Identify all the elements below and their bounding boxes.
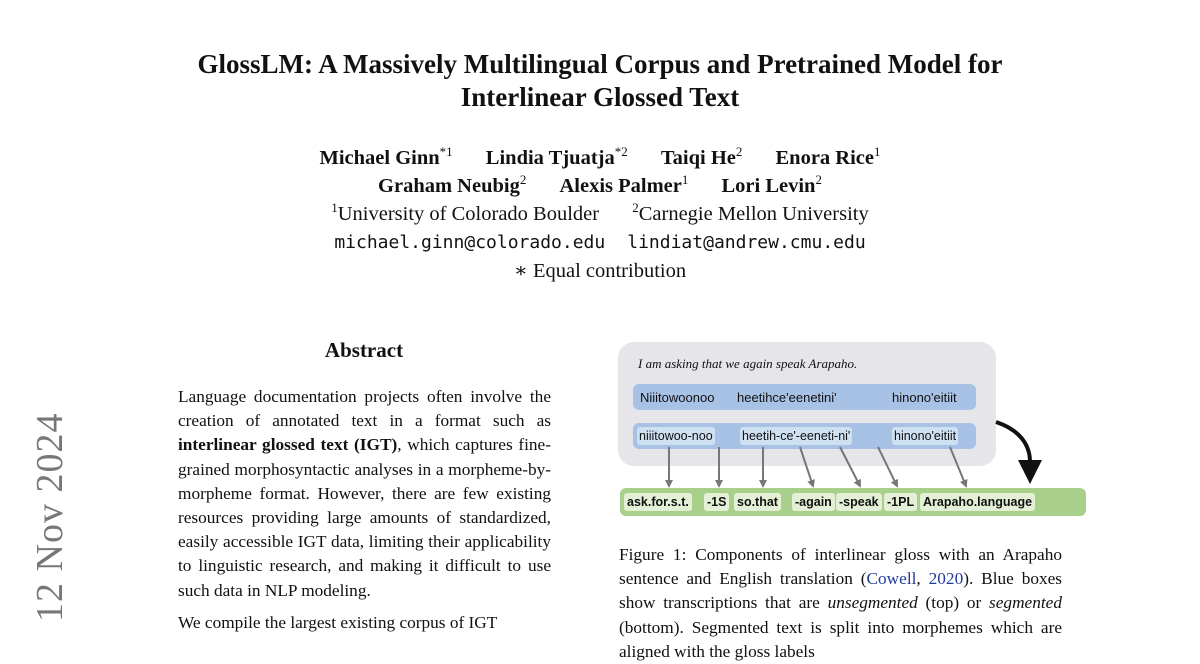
segmented-word: niiitowoo-noo xyxy=(639,429,713,443)
gloss-label: -speak xyxy=(836,493,882,511)
abstract-body xyxy=(178,385,551,643)
author-mark: 1 xyxy=(681,172,689,188)
caption-emphasis: segmented xyxy=(989,593,1062,613)
email-ginn: michael.ginn@colorado.edu xyxy=(334,232,606,253)
caption-text: (bottom). Segmented text is split into morphemes which are aligned with the gloss labels xyxy=(619,617,1062,661)
abstract-paragraph-1 xyxy=(178,385,551,603)
gloss-label: -again xyxy=(792,493,835,511)
author-name: Lori Levin xyxy=(721,175,816,197)
caption-text: Figure 1: Components of interlinear gloss with an Arapaho sentence and English translation ( xyxy=(619,545,1062,589)
author-mark: 2 xyxy=(815,172,822,188)
gloss-label: -1S xyxy=(704,493,729,511)
equal-contribution-note: ∗ Equal contribution xyxy=(513,260,687,282)
abstract-heading: Abstract xyxy=(324,338,404,362)
author-name: Taiqi He xyxy=(660,147,736,169)
abstract-bold-term: interlinear glossed text (IGT) xyxy=(178,435,398,455)
author-mark: 1 xyxy=(874,144,881,160)
caption-emphasis: unsegmented xyxy=(827,593,918,613)
caption-text: (top) or xyxy=(917,593,990,613)
affiliations xyxy=(0,200,1200,228)
emails xyxy=(0,228,1200,257)
citation-link[interactable] xyxy=(867,569,964,588)
author-row-1 xyxy=(0,144,1200,172)
gloss-label: ask.for.s.t. xyxy=(624,493,692,511)
author-name: Alexis Palmer xyxy=(559,175,682,197)
abstract-text: Language documentation projects often involve the creation of annotated text in a format such as xyxy=(178,387,551,431)
citation-separator: , xyxy=(916,569,929,589)
gloss-label: -1PL xyxy=(884,493,917,511)
unsegmented-word: Niiitowoonoo xyxy=(640,390,715,405)
translation-arrow xyxy=(996,422,1030,462)
affiliation-mark: 2 xyxy=(632,200,639,216)
author-mark: *1 xyxy=(439,144,453,160)
segmented-word: hinono'eitiit xyxy=(894,429,957,443)
affiliation-mark: 1 xyxy=(331,200,338,216)
affiliation-cmu: Carnegie Mellon University xyxy=(638,203,869,225)
segmented-word: heetih-ce'-eeneti-ni' xyxy=(742,429,851,443)
author-mark: *2 xyxy=(614,144,628,160)
author-name: Lindia Tjuatja xyxy=(485,147,615,169)
author-row-2 xyxy=(0,172,1200,200)
paper-title xyxy=(0,48,1200,114)
affiliation-colorado: University of Colorado Boulder xyxy=(337,203,600,225)
author-name: Michael Ginn xyxy=(319,147,440,169)
author-mark: 2 xyxy=(519,172,527,188)
author-mark: 2 xyxy=(735,144,743,160)
citation-author[interactable]: Cowell xyxy=(866,569,917,589)
translation-arrowhead xyxy=(1018,460,1042,484)
title-line-1: GlossLM: A Massively Multilingual Corpus and Pretrained Model for xyxy=(197,49,1003,79)
abstract-paragraph-2: We compile the largest existing corpus of IGT xyxy=(178,612,498,632)
author-name: Graham Neubig xyxy=(378,175,520,197)
gloss-label: Arapaho.language xyxy=(920,493,1035,511)
arxiv-date-stamp: 12 Nov 2024 xyxy=(29,412,71,622)
title-line-2: Interlinear Glossed Text xyxy=(460,82,740,112)
gloss-label: so.that xyxy=(734,493,781,511)
unsegmented-word: heetihce'eenetini' xyxy=(737,390,837,405)
abstract-text: , which captures fine-grained morphosyntactic analyses in a morpheme-by-morpheme format. However, there are few existing resources providing large amounts of standardized, easily accessible IGT data, limiting their applicability to linguistic research, and making it difficult to use such data in NLP modeling. xyxy=(178,435,551,600)
author-block xyxy=(0,144,1200,285)
caption-text: ). Blue boxes show transcriptions that are xyxy=(619,569,1063,613)
citation-year[interactable]: 2020 xyxy=(928,569,964,589)
figure-translation: I am asking that we again speak Arapaho. xyxy=(638,356,858,371)
author-name: Enora Rice xyxy=(775,147,874,169)
figure-caption xyxy=(619,543,1062,664)
unsegmented-word: hinono'eitiit xyxy=(892,390,957,405)
email-tjuatja: lindiat@andrew.cmu.edu xyxy=(627,232,866,253)
